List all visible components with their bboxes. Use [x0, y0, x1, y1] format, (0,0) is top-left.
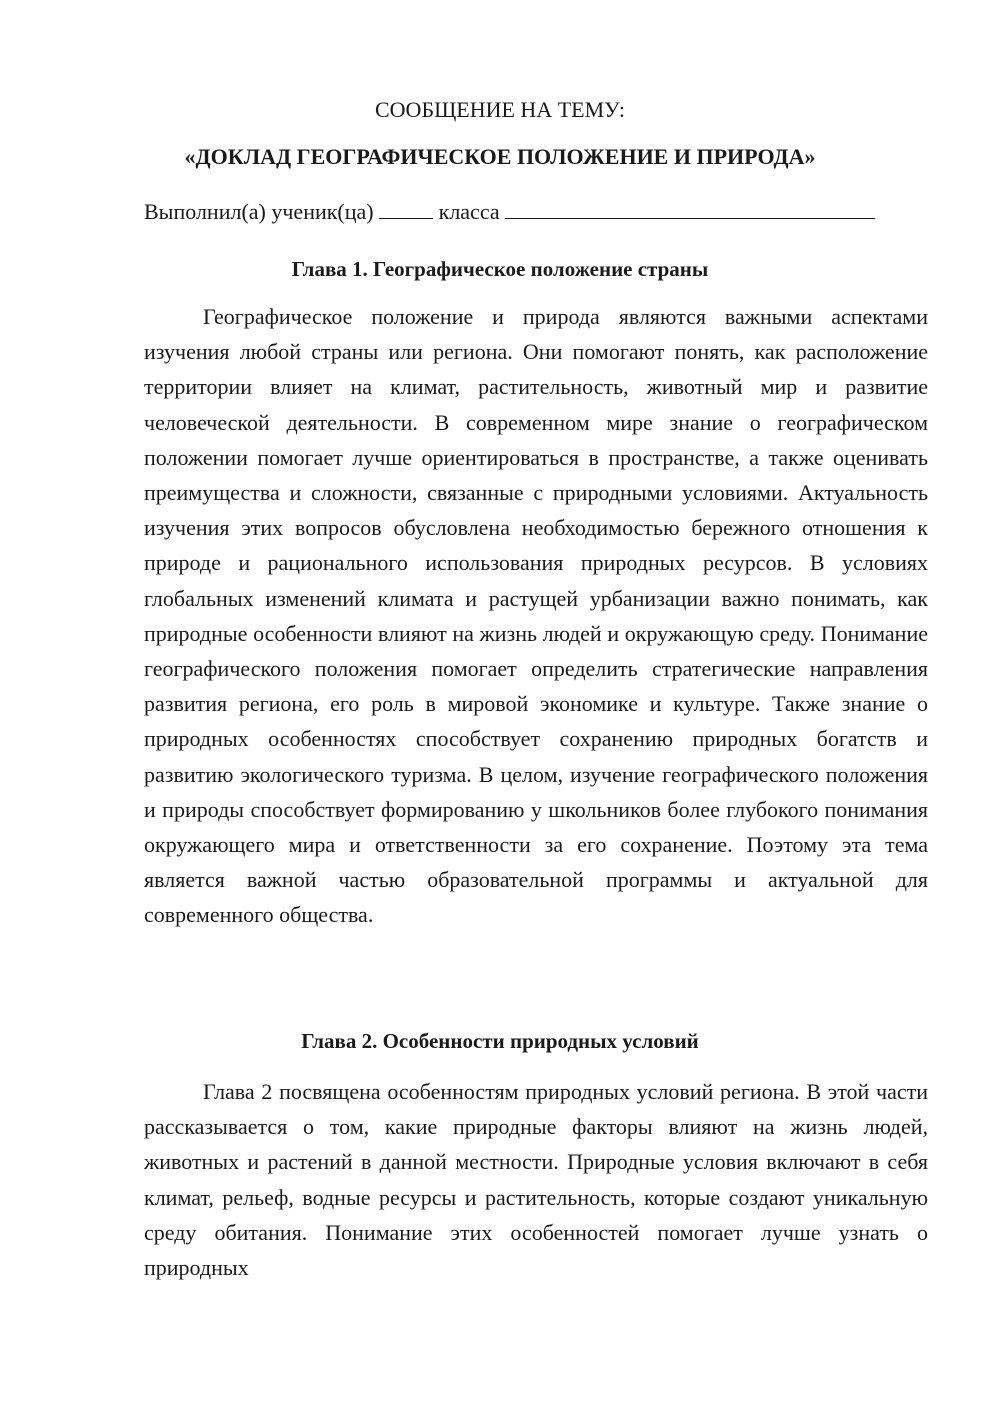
chapter-2-paragraph: Глава 2 посвящена особенностям природных условий региона. В этой части рассказывается о том, какие природные факторы влияют на жизнь людей, животных и растений в данной местности. Природные условия включают в себя климат, рельеф, водные ресурсы и растительность, которые создают уникальную среду обитания. Понимание этих особенностей помогает лучше узнать о природных: [144, 1079, 928, 1281]
chapter-2-title: Глава 2. Особенности природных условий: [301, 1029, 699, 1053]
author-line: [144, 198, 875, 226]
grade-blank: [379, 198, 433, 219]
chapter-1-title: Глава 1. Географическое положение страны: [291, 257, 709, 281]
document-header-topic: СООБЩЕНИЕ НА ТЕМУ:: [375, 97, 625, 122]
performed-by-label: Выполнил(а) ученик(ца): [144, 199, 374, 224]
name-blank: [505, 198, 875, 219]
class-label: класса: [438, 199, 500, 224]
document-title: «ДОКЛАД ГЕОГРАФИЧЕСКОЕ ПОЛОЖЕНИЕ И ПРИРОДА»: [184, 144, 816, 169]
chapter-1-paragraph: Географическое положение и природа являются важными аспектами изучения любой страны или региона. Они помогают понять, как расположение территории влияет на климат, растительность, животный мир и развитие человеческой деятельности. В современном мире знание о географическом положении помогает лучше ориентироваться в пространстве, а также оценивать преимущества и сложности, связанные с природными условиями. Актуальность изучения этих вопросов обусловлена необходимостью бережного отношения к природе и рационального использования природных ресурсов. В условиях глобальных изменений климата и растущей урбанизации важно понимать, как природные особенности влияют на жизнь людей и окружающую среду. Понимание географического положения помогает определить стратегические направления развития региона, его роль в мировой экономике и культуре. Также знание о природных особенностях способствует сохранению природных богатств и развитию экологического туризма. В целом, изучение географического положения и природы способствует формированию у школьников более глубокого понимания окружающего мира и ответственности за его сохранение. Поэтому эта тема является важной частью образовательной программы и актуальной для современного общества.: [144, 304, 928, 928]
